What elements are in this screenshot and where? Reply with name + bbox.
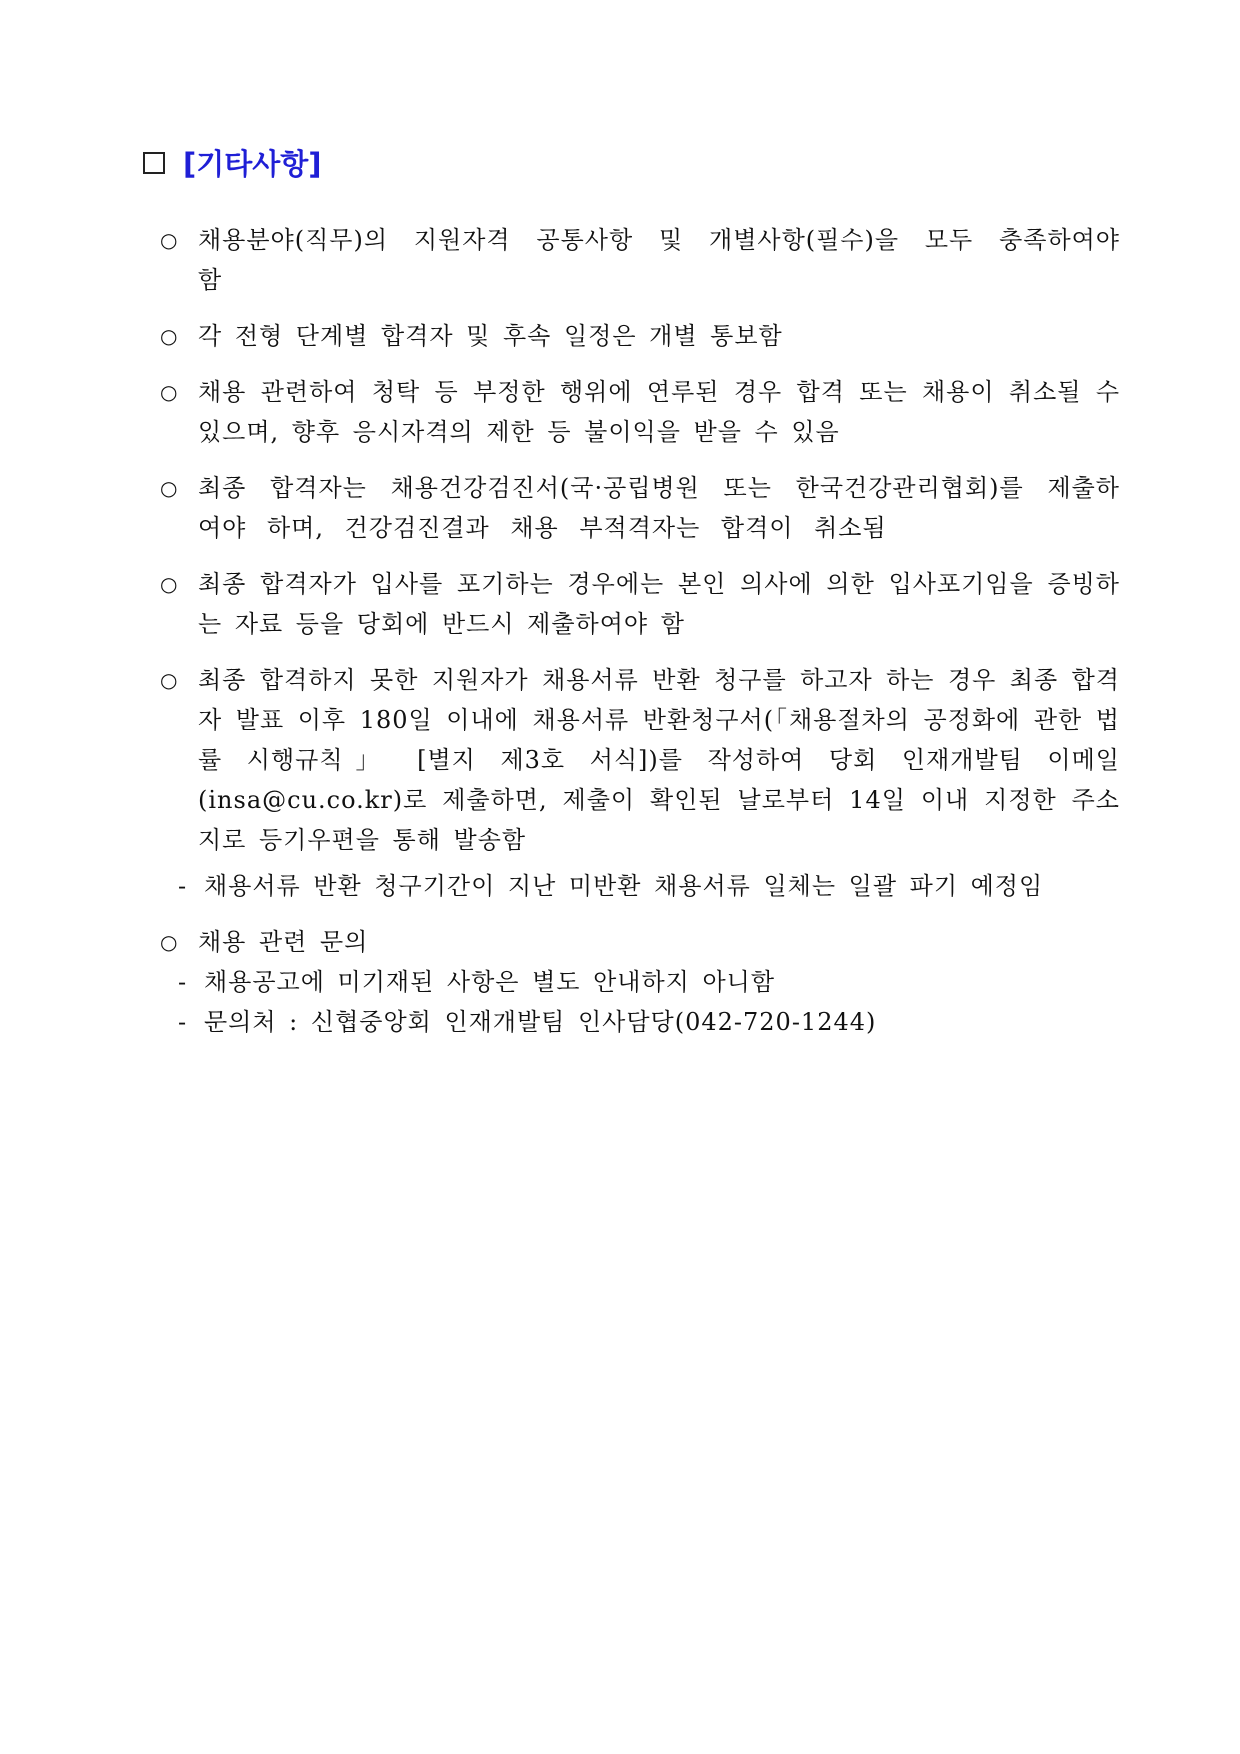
circle-bullet-icon: ○ [160,380,178,404]
sub-note [178,1002,1120,1042]
notice-list [160,220,1120,1042]
contact-notes [160,962,1120,1042]
item-text: 최종 합격자가 입사를 포기하는 경우에는 본인 의사에 의한 입사포기임을 증빙하는 자료 등을 당회에 반드시 제출하여야 함 [198,570,1120,638]
dash-bullet-icon: - [178,872,188,900]
sub-note-text: 채용공고에 미기재된 사항은 별도 안내하지 아니함 [204,968,776,996]
item-text: 채용분야(직무)의 지원자격 공통사항 및 개별사항(필수)을 모두 충족하여야 함 [198,226,1120,294]
contact-info-text: 문의처 : 신협중앙회 인재개발팀 인사담당(042-720-1244) [204,1008,877,1036]
list-item [160,564,1120,644]
return-note-group [160,866,1120,906]
item-text: 채용 관련하여 청탁 등 부정한 행위에 연루된 경우 합격 또는 채용이 취소될 수 있으며, 향후 응시자격의 제한 등 불이익을 받을 수 있음 [198,378,1120,446]
dash-bullet-icon: - [178,968,188,996]
sub-note [178,866,1120,906]
item-text: 최종 합격하지 못한 지원자가 채용서류 반환 청구를 하고자 하는 경우 최종 합격자 발표 이후 180일 이내에 채용서류 반환청구서(「채용절차의 공정화에 관한 법률 시행규칙」 [별지 제3호 서식])를 작성하여 당회 인재개발팀 이메일(insa@cu.co.kr)로 제출하면, 제출이 확인된 날로부터 14일 이내 지정한 주소지로 등기우편을 통해 발송함 [198,666,1120,854]
checkbox-square-icon [143,152,165,174]
list-item [160,660,1120,860]
list-item-contact [160,922,1120,962]
section-title: [기타사항] [183,147,322,181]
item-text: 각 전형 단계별 합격자 및 후속 일정은 개별 통보함 [198,322,783,350]
sub-note-text: 채용서류 반환 청구기간이 지난 미반환 채용서류 일체는 일괄 파기 예정임 [204,872,1044,900]
list-item [160,220,1120,300]
item-text: 최종 합격자는 채용건강검진서(국·공립병원 또는 한국건강관리협회)를 제출하여야 하며, 건강검진결과 채용 부적격자는 합격이 취소됨 [198,474,1120,542]
dash-bullet-icon: - [178,1008,188,1036]
contact-title: 채용 관련 문의 [198,928,369,956]
list-item [160,316,1120,356]
circle-bullet-icon: ○ [160,324,178,348]
list-item [160,372,1120,452]
circle-bullet-icon: ○ [160,476,178,500]
section-heading [143,142,322,183]
sub-note [178,962,1120,1002]
circle-bullet-icon: ○ [160,572,178,596]
circle-bullet-icon: ○ [160,228,178,252]
circle-bullet-icon: ○ [160,668,178,692]
list-item [160,468,1120,548]
circle-bullet-icon: ○ [160,930,178,954]
